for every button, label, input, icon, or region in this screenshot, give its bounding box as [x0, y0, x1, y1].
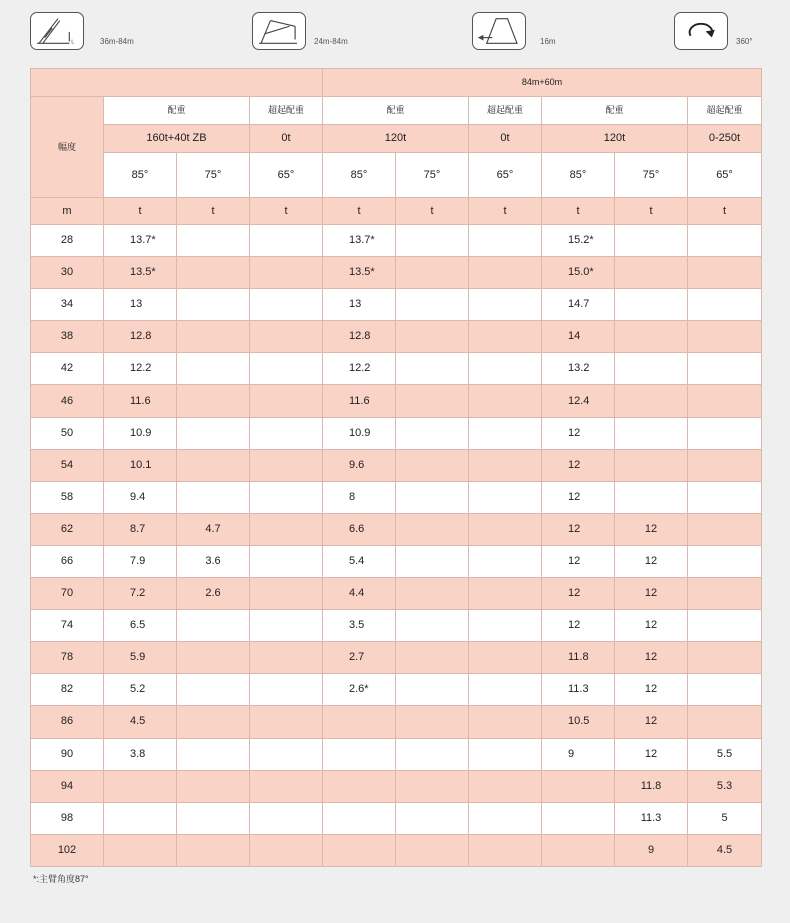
load-cell: 5.9 [104, 642, 177, 674]
load-cell [396, 513, 469, 545]
load-cell [688, 706, 762, 738]
load-cell [323, 834, 396, 866]
load-cell: 4.7 [177, 513, 250, 545]
load-cell [396, 225, 469, 257]
load-cell [177, 738, 250, 770]
load-cell [250, 449, 323, 481]
radius-header: 幅度 [31, 97, 104, 198]
svg-text:L: L [71, 39, 75, 46]
load-cell [469, 353, 542, 385]
table-row [31, 353, 762, 385]
load-cell [250, 834, 323, 866]
table-row [31, 834, 762, 866]
load-cell [323, 706, 396, 738]
load-cell: 13 [104, 289, 177, 321]
load-cell [396, 738, 469, 770]
load-cell: 12 [615, 706, 688, 738]
load-cell: 3.5 [323, 610, 396, 642]
slewing-label: 360° [736, 37, 753, 46]
load-cell: 13 [323, 289, 396, 321]
load-cell [469, 257, 542, 289]
table-row [31, 385, 762, 417]
jib-angle: 85° [323, 153, 396, 198]
load-cell [177, 610, 250, 642]
load-cell: 8 [323, 481, 396, 513]
radius-cell: 34 [31, 289, 104, 321]
load-cell: 12 [542, 545, 615, 577]
table-row [31, 642, 762, 674]
load-cell [688, 545, 762, 577]
table-row [31, 225, 762, 257]
load-cell [250, 578, 323, 610]
load-cell [469, 770, 542, 802]
load-cell [469, 385, 542, 417]
table-row [31, 706, 762, 738]
load-cell [250, 225, 323, 257]
load-cell [177, 225, 250, 257]
jib-angle: 65° [688, 153, 762, 198]
load-cell: 10.1 [104, 449, 177, 481]
load-cell [396, 385, 469, 417]
load-cell [177, 674, 250, 706]
load-cell: 11.8 [542, 642, 615, 674]
load-cell: 11.6 [104, 385, 177, 417]
load-cell [104, 770, 177, 802]
load-cell: 12 [615, 513, 688, 545]
load-cell: 5.5 [688, 738, 762, 770]
load-cell: 2.6* [323, 674, 396, 706]
load-cell [396, 449, 469, 481]
load-cell [250, 481, 323, 513]
load-cell: 6.6 [323, 513, 396, 545]
radius-cell: 78 [31, 642, 104, 674]
load-cell: 9.6 [323, 449, 396, 481]
radius-cell: 70 [31, 578, 104, 610]
load-cell: 12 [615, 578, 688, 610]
table-row [31, 449, 762, 481]
radius-cell: 98 [31, 802, 104, 834]
footnote: *:主臂角度87° [33, 874, 89, 884]
load-cell: 14.7 [542, 289, 615, 321]
load-cell [615, 481, 688, 513]
load-cell [177, 417, 250, 449]
unit-load: t [177, 198, 250, 225]
load-cell [688, 578, 762, 610]
load-cell [250, 610, 323, 642]
load-cell: 14 [542, 321, 615, 353]
load-cell: 13.2 [542, 353, 615, 385]
radius-cell: 50 [31, 417, 104, 449]
table-row [31, 481, 762, 513]
load-cell: 8.7 [104, 513, 177, 545]
radius-cell: 90 [31, 738, 104, 770]
boom-length-group [30, 8, 170, 52]
load-cell: 12.8 [104, 321, 177, 353]
load-cell [396, 257, 469, 289]
load-cell [396, 674, 469, 706]
luffing-jib-group [252, 8, 382, 52]
radius-cell: 42 [31, 353, 104, 385]
radius-cell: 46 [31, 385, 104, 417]
load-cell [469, 225, 542, 257]
jib-angle: 75° [615, 153, 688, 198]
load-cell: 12 [542, 513, 615, 545]
icon-strip [0, 0, 790, 60]
load-cell [396, 642, 469, 674]
load-cell: 12 [542, 417, 615, 449]
load-cell [542, 802, 615, 834]
load-cell: 13.5* [104, 257, 177, 289]
load-cell [250, 513, 323, 545]
load-cell [104, 834, 177, 866]
table-row [31, 802, 762, 834]
load-cell [177, 289, 250, 321]
load-cell [688, 257, 762, 289]
load-cell [542, 770, 615, 802]
table-row [31, 738, 762, 770]
load-cell: 5.2 [104, 674, 177, 706]
load-cell [396, 321, 469, 353]
load-cell [250, 321, 323, 353]
radius-cell: 86 [31, 706, 104, 738]
load-cell [469, 481, 542, 513]
luffing-jib-label: 24m-84m [314, 37, 348, 46]
units-row [31, 198, 762, 225]
load-cell [615, 417, 688, 449]
load-cell: 12 [615, 610, 688, 642]
load-cell [250, 417, 323, 449]
jib-angle: 75° [396, 153, 469, 198]
load-cell [688, 674, 762, 706]
unit-load: t [104, 198, 177, 225]
load-cell: 2.6 [177, 578, 250, 610]
load-cell [396, 545, 469, 577]
table-row [31, 674, 762, 706]
table-row [31, 545, 762, 577]
load-cell: 12.8 [323, 321, 396, 353]
load-cell: 13.7* [104, 225, 177, 257]
unit-load: t [250, 198, 323, 225]
load-cell [615, 289, 688, 321]
load-cell: 15.0* [542, 257, 615, 289]
table-row [31, 513, 762, 545]
radius-cell: 54 [31, 449, 104, 481]
unit-load: t [396, 198, 469, 225]
header-row-boom [31, 69, 762, 97]
radius-cell: 62 [31, 513, 104, 545]
load-cell [177, 481, 250, 513]
boom-length-icon [30, 12, 84, 50]
load-cell [469, 738, 542, 770]
load-cell: 7.9 [104, 545, 177, 577]
load-cell [469, 834, 542, 866]
load-cell [688, 353, 762, 385]
table-row [31, 610, 762, 642]
track-width-group [472, 8, 582, 52]
load-cell [469, 513, 542, 545]
jib-angle: 85° [542, 153, 615, 198]
load-cell [250, 385, 323, 417]
load-cell [396, 770, 469, 802]
load-cell: 11.8 [615, 770, 688, 802]
load-chart-table [30, 68, 762, 867]
load-cell: 5.3 [688, 770, 762, 802]
load-cell [396, 289, 469, 321]
load-cell [177, 834, 250, 866]
load-cell: 2.7 [323, 642, 396, 674]
load-cell [688, 642, 762, 674]
table-row [31, 770, 762, 802]
load-cell: 11.6 [323, 385, 396, 417]
load-cell: 9 [615, 834, 688, 866]
header-row-weights [31, 125, 762, 153]
load-cell: 12 [542, 578, 615, 610]
load-cell [469, 802, 542, 834]
header-row-counterweight [31, 97, 762, 125]
counterweight-header: 配重 [542, 97, 688, 125]
load-cell: 6.5 [104, 610, 177, 642]
slewing-360-icon [674, 12, 728, 50]
radius-cell: 82 [31, 674, 104, 706]
unit-load: t [469, 198, 542, 225]
header-boom-config: 84m+60m [323, 69, 762, 97]
load-cell [688, 385, 762, 417]
load-cell [615, 353, 688, 385]
load-cell [177, 770, 250, 802]
load-cell: 5.4 [323, 545, 396, 577]
load-cell [542, 834, 615, 866]
load-cell [250, 353, 323, 385]
load-cell [688, 513, 762, 545]
load-cell [396, 706, 469, 738]
header-blank [31, 69, 323, 97]
load-cell: 12 [542, 610, 615, 642]
load-cell [396, 578, 469, 610]
load-cell [250, 706, 323, 738]
load-cell [469, 545, 542, 577]
load-cell: 12 [615, 738, 688, 770]
radius-cell: 28 [31, 225, 104, 257]
load-cell [469, 449, 542, 481]
unit-load: t [542, 198, 615, 225]
load-cell: 12 [615, 642, 688, 674]
load-cell [469, 321, 542, 353]
radius-cell: 74 [31, 610, 104, 642]
superlift-header: 超起配重 [250, 97, 323, 125]
load-cell [396, 834, 469, 866]
load-cell [177, 449, 250, 481]
load-cell [688, 481, 762, 513]
unit-load: t [323, 198, 396, 225]
track-width-label: 16m [540, 37, 556, 46]
load-cell [615, 385, 688, 417]
superlift-value: 0t [250, 125, 323, 153]
load-cell [688, 417, 762, 449]
counterweight-header: 配重 [104, 97, 250, 125]
load-cell [250, 257, 323, 289]
load-cell: 9.4 [104, 481, 177, 513]
counterweight-value: 120t [323, 125, 469, 153]
load-cell: 11.3 [542, 674, 615, 706]
table-row [31, 417, 762, 449]
load-cell: 13.5* [323, 257, 396, 289]
load-cell [250, 545, 323, 577]
luffing-jib-icon [252, 12, 306, 50]
counterweight-value: 120t [542, 125, 688, 153]
load-cell: 12.2 [104, 353, 177, 385]
load-cell: 12.4 [542, 385, 615, 417]
load-cell [323, 802, 396, 834]
load-cell: 11.3 [615, 802, 688, 834]
table-row [31, 289, 762, 321]
radius-cell: 102 [31, 834, 104, 866]
unit-radius: m [31, 198, 104, 225]
load-cell [177, 706, 250, 738]
radius-cell: 66 [31, 545, 104, 577]
radius-cell: 94 [31, 770, 104, 802]
load-cell [615, 225, 688, 257]
radius-cell: 30 [31, 257, 104, 289]
header-row-angles [31, 153, 762, 198]
load-cell: 13.7* [323, 225, 396, 257]
load-cell: 4.5 [104, 706, 177, 738]
table-row [31, 257, 762, 289]
load-cell [177, 321, 250, 353]
load-cell [469, 417, 542, 449]
load-cell [250, 289, 323, 321]
counterweight-header: 配重 [323, 97, 469, 125]
unit-load: t [615, 198, 688, 225]
jib-angle: 65° [469, 153, 542, 198]
superlift-header: 超起配重 [688, 97, 762, 125]
load-cell: 5 [688, 802, 762, 834]
load-cell [688, 321, 762, 353]
radius-cell: 58 [31, 481, 104, 513]
load-cell [688, 225, 762, 257]
load-cell [615, 449, 688, 481]
load-cell: 12.2 [323, 353, 396, 385]
load-cell [469, 289, 542, 321]
superlift-header: 超起配重 [469, 97, 542, 125]
load-cell [177, 257, 250, 289]
track-width-icon [472, 12, 526, 50]
load-cell [615, 321, 688, 353]
load-cell [396, 481, 469, 513]
load-cell: 3.6 [177, 545, 250, 577]
load-cell [469, 674, 542, 706]
load-cell: 4.4 [323, 578, 396, 610]
load-cell [250, 738, 323, 770]
jib-angle: 85° [104, 153, 177, 198]
load-cell [469, 706, 542, 738]
load-cell [396, 802, 469, 834]
load-cell [323, 738, 396, 770]
slewing-group [674, 8, 784, 52]
load-cell [688, 289, 762, 321]
counterweight-value: 160t+40t ZB [104, 125, 250, 153]
superlift-value: 0t [469, 125, 542, 153]
load-cell [615, 257, 688, 289]
load-cell [323, 770, 396, 802]
load-cell: 10.9 [104, 417, 177, 449]
load-cell: 7.2 [104, 578, 177, 610]
table-row [31, 578, 762, 610]
load-cell: 3.8 [104, 738, 177, 770]
load-cell [396, 417, 469, 449]
load-cell: 4.5 [688, 834, 762, 866]
load-cell [177, 642, 250, 674]
load-cell: 12 [542, 481, 615, 513]
load-cell: 12 [615, 674, 688, 706]
load-cell: 10.5 [542, 706, 615, 738]
load-cell: 10.9 [323, 417, 396, 449]
unit-load: t [688, 198, 762, 225]
load-cell [396, 353, 469, 385]
load-cell [250, 802, 323, 834]
boom-length-label: 36m-84m [100, 37, 134, 46]
load-cell [250, 770, 323, 802]
jib-angle: 75° [177, 153, 250, 198]
load-cell [469, 642, 542, 674]
load-cell [469, 578, 542, 610]
load-cell [688, 449, 762, 481]
load-cell: 9 [542, 738, 615, 770]
load-cell [688, 610, 762, 642]
load-cell [396, 610, 469, 642]
load-cell [177, 353, 250, 385]
load-cell [469, 610, 542, 642]
radius-cell: 38 [31, 321, 104, 353]
superlift-value: 0-250t [688, 125, 762, 153]
table-row [31, 321, 762, 353]
load-cell [177, 385, 250, 417]
load-cell [177, 802, 250, 834]
load-cell [250, 674, 323, 706]
load-cell [104, 802, 177, 834]
load-cell: 15.2* [542, 225, 615, 257]
load-cell: 12 [542, 449, 615, 481]
load-cell [250, 642, 323, 674]
load-cell: 12 [615, 545, 688, 577]
jib-angle: 65° [250, 153, 323, 198]
